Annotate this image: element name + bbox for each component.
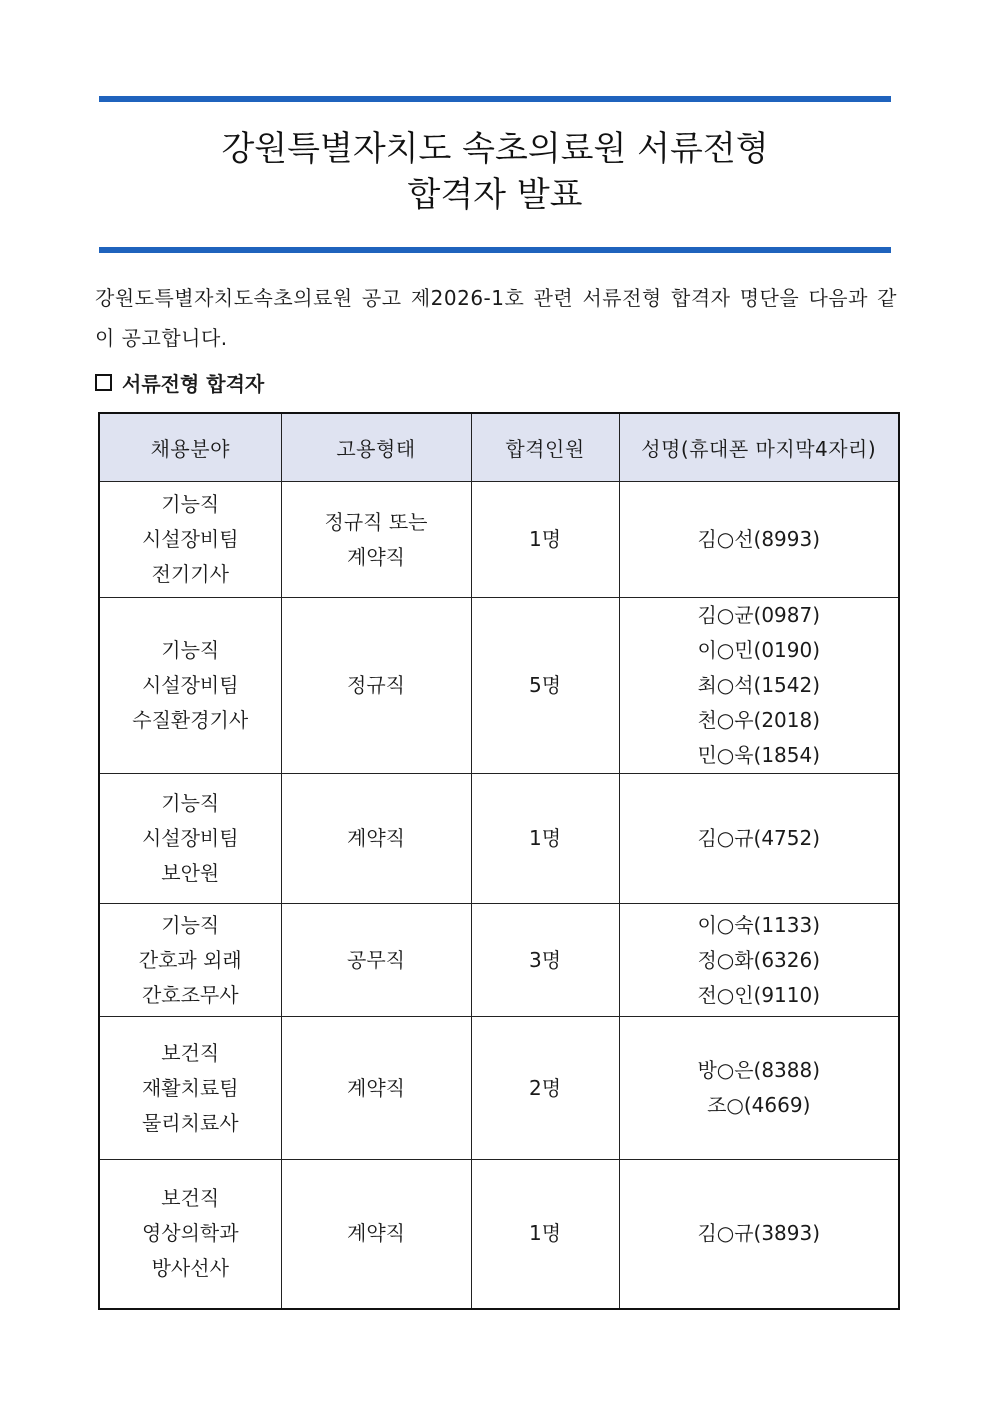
field-cell-line: 영상의학과 <box>141 1221 239 1246</box>
field-cell-line: 기능직 <box>161 638 220 662</box>
count-cell: 5명 <box>471 598 619 774</box>
table-row <box>99 1160 899 1309</box>
names-cell <box>619 1017 899 1160</box>
employment-cell-line: 공무직 <box>347 947 405 972</box>
header-names: 성명(휴대폰 마지막4자리) <box>619 413 899 482</box>
top-rule <box>99 96 891 102</box>
employment-cell <box>281 1017 471 1160</box>
field-cell-line: 시설장비팀 <box>141 527 239 551</box>
field-cell <box>99 482 281 598</box>
bottom-rule <box>99 247 891 253</box>
results-table <box>98 412 900 1310</box>
count-cell: 1명 <box>471 482 619 598</box>
field-cell-line: 기능직 <box>161 912 220 937</box>
table-row <box>99 904 899 1017</box>
field-cell-line: 보건직 <box>161 1186 220 1211</box>
count-cell: 1명 <box>471 1160 619 1309</box>
field-cell-line: 간호과 외래 <box>138 947 242 972</box>
employment-cell-line: 정규직 또는 <box>324 509 428 534</box>
title-line-2: 합격자 발표 <box>407 175 583 215</box>
applicant-name: 이○민(0190) <box>697 638 821 662</box>
employment-cell <box>281 774 471 904</box>
title-line-1: 강원특별자치도 속초의료원 서류전형 <box>221 129 769 169</box>
count-cell: 2명 <box>471 1017 619 1160</box>
field-cell <box>99 1017 281 1160</box>
field-cell-line: 간호조무사 <box>141 982 239 1007</box>
field-cell-line: 방사선사 <box>151 1256 229 1281</box>
header-field: 채용분야 <box>99 413 281 482</box>
header-employment: 고용형태 <box>281 413 471 482</box>
field-cell-line: 시설장비팀 <box>141 826 239 850</box>
field-cell-line: 기능직 <box>161 791 220 815</box>
checkbox-square-icon <box>95 374 112 391</box>
applicant-name: 방○은(8388) <box>697 1058 821 1082</box>
employment-cell <box>281 904 471 1017</box>
table-header-row <box>99 413 899 482</box>
applicant-name: 이○숙(1133) <box>697 912 821 937</box>
count-cell: 3명 <box>471 904 619 1017</box>
table-row <box>99 598 899 774</box>
field-cell-line: 물리치료사 <box>141 1110 239 1135</box>
applicant-name: 정○화(6326) <box>697 947 821 972</box>
field-cell <box>99 774 281 904</box>
section-heading-label: 서류전형 합격자 <box>122 372 265 396</box>
names-cell <box>619 482 899 598</box>
table-row <box>99 482 899 598</box>
table-row <box>99 1017 899 1160</box>
field-cell-line: 보건직 <box>161 1040 220 1065</box>
field-cell <box>99 904 281 1017</box>
employment-cell-line: 정규직 <box>347 673 405 697</box>
applicant-name: 전○인(9110) <box>697 982 821 1007</box>
applicant-name: 김○선(8993) <box>697 527 821 551</box>
section-heading <box>95 368 264 397</box>
names-cell <box>619 774 899 904</box>
applicant-name: 민○욱(1854) <box>697 743 821 767</box>
applicant-name: 김○균(0987) <box>697 603 821 627</box>
table-row <box>99 774 899 904</box>
applicant-name: 조○(4669) <box>707 1093 811 1117</box>
intro-paragraph: 강원도특별자치도속초의료원 공고 제2026-1호 관련 서류전형 합격자 명단을 다음과 같이 공고합니다. <box>95 286 897 350</box>
field-cell-line: 보안원 <box>161 861 220 885</box>
employment-cell-line: 계약직 <box>347 1221 405 1246</box>
employment-cell <box>281 1160 471 1309</box>
field-cell <box>99 598 281 774</box>
applicant-name: 김○규(4752) <box>697 826 821 850</box>
field-cell-line: 기능직 <box>161 492 220 516</box>
employment-cell-line: 계약직 <box>347 826 405 850</box>
names-cell <box>619 904 899 1017</box>
field-cell <box>99 1160 281 1309</box>
applicant-name: 천○우(2018) <box>697 708 821 732</box>
applicant-name: 최○석(1542) <box>697 673 821 697</box>
employment-cell <box>281 598 471 774</box>
field-cell-line: 시설장비팀 <box>141 673 239 697</box>
field-cell-line: 재활치료팀 <box>141 1075 239 1100</box>
employment-cell-line: 계약직 <box>347 544 405 569</box>
employment-cell <box>281 482 471 598</box>
page-title <box>99 126 891 218</box>
applicant-name: 김○규(3893) <box>697 1221 821 1246</box>
names-cell <box>619 598 899 774</box>
names-cell <box>619 1160 899 1309</box>
header-count: 합격인원 <box>471 413 619 482</box>
field-cell-line: 전기기사 <box>151 562 229 586</box>
employment-cell-line: 계약직 <box>347 1075 405 1100</box>
count-cell: 1명 <box>471 774 619 904</box>
field-cell-line: 수질환경기사 <box>132 708 249 732</box>
